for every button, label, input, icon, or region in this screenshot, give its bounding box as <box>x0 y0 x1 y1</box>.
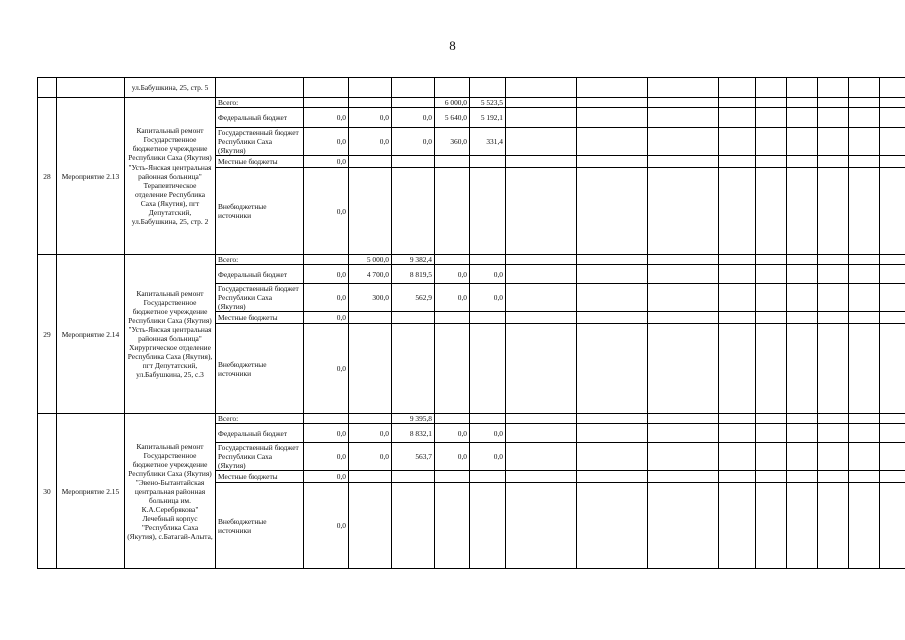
empty-cell <box>719 471 756 483</box>
value-cell <box>392 483 435 569</box>
value-cell: 0,0 <box>470 424 506 443</box>
empty-cell <box>577 443 648 471</box>
value-cell: 0,0 <box>349 443 392 471</box>
value-cell: 360,0 <box>435 128 470 156</box>
value-cell <box>304 98 349 108</box>
value-cell <box>392 156 435 168</box>
value-cell: 0,0 <box>304 471 349 483</box>
budget-table <box>37 77 905 569</box>
empty-cell <box>577 324 648 414</box>
row-number-cell <box>38 78 57 98</box>
empty-cell <box>818 414 849 424</box>
empty-cell <box>756 324 787 414</box>
empty-cell <box>648 424 719 443</box>
value-cell <box>349 471 392 483</box>
empty-cell <box>787 168 818 255</box>
value-cell: 0,0 <box>304 284 349 312</box>
row-number-cell: 30 <box>38 414 57 569</box>
value-cell: 562,9 <box>392 284 435 312</box>
empty-cell <box>756 255 787 265</box>
table-row <box>38 255 905 265</box>
empty-cell <box>880 324 905 414</box>
funding-source-label: Федеральный бюджет <box>216 265 304 284</box>
description-cell: Капитальный ремонт Государственное бюджетное учреждение Республики Саха (Якутия) "Усть-Янская центральная районная больница" Хирургическое отделение Республика Саха (Якутия), пгт Депутатский, ул.Бабушкина, 25, с.3 <box>125 255 216 414</box>
empty-cell <box>818 471 849 483</box>
empty-cell <box>392 78 435 98</box>
empty-cell <box>506 128 577 156</box>
value-cell: 5 640,0 <box>435 108 470 128</box>
value-cell: 0,0 <box>470 265 506 284</box>
value-cell <box>392 312 435 324</box>
empty-cell <box>506 483 577 569</box>
value-cell <box>349 414 392 424</box>
funding-source-label: Внебюджетные источники <box>216 324 304 414</box>
empty-cell <box>216 78 304 98</box>
empty-cell <box>506 108 577 128</box>
empty-cell <box>849 471 880 483</box>
empty-cell <box>719 128 756 156</box>
value-cell: 0,0 <box>304 156 349 168</box>
empty-cell <box>719 255 756 265</box>
value-cell <box>435 168 470 255</box>
empty-cell <box>849 98 880 108</box>
empty-cell <box>756 424 787 443</box>
empty-cell <box>818 128 849 156</box>
value-cell: 8 832,1 <box>392 424 435 443</box>
value-cell <box>470 414 506 424</box>
empty-cell <box>880 471 905 483</box>
empty-cell <box>880 168 905 255</box>
empty-cell <box>506 414 577 424</box>
table-row <box>38 414 905 424</box>
empty-cell <box>719 156 756 168</box>
funding-source-label: Всего: <box>216 255 304 265</box>
empty-cell <box>648 265 719 284</box>
funding-source-label: Государственный бюджет Республики Саха (Якутия) <box>216 128 304 156</box>
value-cell <box>470 156 506 168</box>
empty-cell <box>849 78 880 98</box>
empty-cell <box>818 312 849 324</box>
empty-cell <box>818 98 849 108</box>
empty-cell <box>849 414 880 424</box>
value-cell: 6 000,0 <box>435 98 470 108</box>
empty-cell <box>787 78 818 98</box>
empty-cell <box>787 128 818 156</box>
empty-cell <box>787 265 818 284</box>
empty-cell <box>849 128 880 156</box>
funding-source-label: Федеральный бюджет <box>216 424 304 443</box>
value-cell: 0,0 <box>304 168 349 255</box>
value-cell <box>349 156 392 168</box>
empty-cell <box>818 443 849 471</box>
empty-cell <box>756 414 787 424</box>
empty-cell <box>787 312 818 324</box>
empty-cell <box>756 98 787 108</box>
empty-cell <box>648 324 719 414</box>
empty-cell <box>849 483 880 569</box>
funding-source-label: Государственный бюджет Республики Саха (Якутия) <box>216 443 304 471</box>
value-cell: 0,0 <box>349 128 392 156</box>
value-cell: 0,0 <box>392 128 435 156</box>
empty-cell <box>849 443 880 471</box>
empty-cell <box>787 424 818 443</box>
empty-cell <box>577 483 648 569</box>
empty-cell <box>506 424 577 443</box>
value-cell <box>435 156 470 168</box>
empty-cell <box>577 312 648 324</box>
empty-cell <box>849 324 880 414</box>
empty-cell <box>880 156 905 168</box>
empty-cell <box>818 168 849 255</box>
empty-cell <box>719 284 756 312</box>
empty-cell <box>577 284 648 312</box>
value-cell: 5 192,1 <box>470 108 506 128</box>
empty-cell <box>506 255 577 265</box>
description-cell: Капитальный ремонт Государственное бюджетное учреждение Республики Саха (Якутия) "Усть-Янская центральная районная больница" Терапевтическое отделение Республика Саха (Якутия), пгт Депутатский, ул.Бабушкина, 25, стр. 2 <box>125 98 216 255</box>
table-row <box>38 98 905 108</box>
empty-cell <box>506 98 577 108</box>
empty-cell <box>880 78 905 98</box>
empty-cell <box>849 312 880 324</box>
value-cell: 4 700,0 <box>349 265 392 284</box>
value-cell <box>392 168 435 255</box>
empty-cell <box>719 424 756 443</box>
empty-cell <box>880 414 905 424</box>
value-cell <box>349 98 392 108</box>
empty-cell <box>787 483 818 569</box>
empty-cell <box>577 128 648 156</box>
empty-cell <box>304 78 349 98</box>
value-cell: 0,0 <box>304 265 349 284</box>
value-cell: 0,0 <box>304 483 349 569</box>
empty-cell <box>880 284 905 312</box>
row-number-cell: 29 <box>38 255 57 414</box>
empty-cell <box>506 265 577 284</box>
empty-cell <box>719 108 756 128</box>
empty-cell <box>506 78 577 98</box>
empty-cell <box>648 414 719 424</box>
empty-cell <box>719 78 756 98</box>
empty-cell <box>818 483 849 569</box>
empty-cell <box>756 483 787 569</box>
empty-cell <box>849 284 880 312</box>
empty-cell <box>577 265 648 284</box>
empty-cell <box>787 98 818 108</box>
value-cell: 0,0 <box>304 108 349 128</box>
empty-cell <box>756 284 787 312</box>
empty-cell <box>756 312 787 324</box>
empty-cell <box>849 255 880 265</box>
value-cell <box>392 98 435 108</box>
empty-cell <box>648 284 719 312</box>
empty-cell <box>787 108 818 128</box>
empty-cell <box>349 78 392 98</box>
empty-cell <box>506 284 577 312</box>
value-cell <box>304 414 349 424</box>
empty-cell <box>719 168 756 255</box>
empty-cell <box>849 156 880 168</box>
description-cell: ул.Бабушкина, 25, стр. 5 <box>125 78 216 98</box>
value-cell <box>435 483 470 569</box>
empty-cell <box>787 284 818 312</box>
value-cell: 0,0 <box>349 424 392 443</box>
empty-cell <box>787 324 818 414</box>
empty-cell <box>577 255 648 265</box>
empty-cell <box>818 424 849 443</box>
empty-cell <box>880 255 905 265</box>
empty-cell <box>648 98 719 108</box>
value-cell: 5 000,0 <box>349 255 392 265</box>
empty-cell <box>880 108 905 128</box>
value-cell: 0,0 <box>435 284 470 312</box>
value-cell <box>470 255 506 265</box>
value-cell: 300,0 <box>349 284 392 312</box>
value-cell <box>435 312 470 324</box>
page-number: 8 <box>449 38 456 53</box>
value-cell: 0,0 <box>435 265 470 284</box>
empty-cell <box>787 414 818 424</box>
empty-cell <box>756 443 787 471</box>
empty-cell <box>756 471 787 483</box>
funding-source-label: Всего: <box>216 414 304 424</box>
funding-source-label: Местные бюджеты <box>216 471 304 483</box>
row-number-cell: 28 <box>38 98 57 255</box>
value-cell: 0,0 <box>304 443 349 471</box>
empty-cell <box>648 483 719 569</box>
event-cell: Мероприятие 2.15 <box>57 414 125 569</box>
funding-source-label: Местные бюджеты <box>216 312 304 324</box>
value-cell <box>304 255 349 265</box>
value-cell: 8 819,5 <box>392 265 435 284</box>
empty-cell <box>506 312 577 324</box>
empty-cell <box>818 108 849 128</box>
empty-cell <box>849 424 880 443</box>
empty-cell <box>648 168 719 255</box>
empty-cell <box>849 108 880 128</box>
value-cell <box>470 471 506 483</box>
empty-cell <box>880 443 905 471</box>
value-cell: 0,0 <box>435 443 470 471</box>
value-cell <box>435 471 470 483</box>
empty-cell <box>435 78 470 98</box>
empty-cell <box>756 265 787 284</box>
empty-cell <box>849 168 880 255</box>
table-body <box>38 78 905 569</box>
empty-cell <box>506 168 577 255</box>
table-row <box>38 78 905 98</box>
value-cell: 331,4 <box>470 128 506 156</box>
event-cell: Мероприятие 2.14 <box>57 255 125 414</box>
value-cell: 0,0 <box>304 312 349 324</box>
value-cell: 0,0 <box>470 284 506 312</box>
value-cell: 0,0 <box>392 108 435 128</box>
empty-cell <box>756 78 787 98</box>
value-cell: 0,0 <box>304 128 349 156</box>
value-cell <box>392 324 435 414</box>
value-cell <box>392 471 435 483</box>
value-cell <box>435 414 470 424</box>
empty-cell <box>577 414 648 424</box>
value-cell: 9 382,4 <box>392 255 435 265</box>
value-cell <box>470 312 506 324</box>
empty-cell <box>648 128 719 156</box>
empty-cell <box>577 168 648 255</box>
empty-cell <box>648 255 719 265</box>
empty-cell <box>818 284 849 312</box>
empty-cell <box>756 156 787 168</box>
value-cell: 0,0 <box>304 424 349 443</box>
value-cell: 5 523,5 <box>470 98 506 108</box>
empty-cell <box>577 471 648 483</box>
empty-cell <box>756 128 787 156</box>
empty-cell <box>506 443 577 471</box>
funding-source-label: Внебюджетные источники <box>216 168 304 255</box>
value-cell: 9 395,8 <box>392 414 435 424</box>
empty-cell <box>719 443 756 471</box>
value-cell: 563,7 <box>392 443 435 471</box>
empty-cell <box>506 471 577 483</box>
empty-cell <box>787 255 818 265</box>
empty-cell <box>719 265 756 284</box>
value-cell: 0,0 <box>435 424 470 443</box>
empty-cell <box>577 78 648 98</box>
empty-cell <box>880 312 905 324</box>
value-cell <box>349 168 392 255</box>
empty-cell <box>470 78 506 98</box>
empty-cell <box>648 471 719 483</box>
empty-cell <box>719 312 756 324</box>
empty-cell <box>818 255 849 265</box>
value-cell <box>470 168 506 255</box>
empty-cell <box>818 78 849 98</box>
description-cell: Капитальный ремонт Государственное бюджетное учреждение Республики Саха (Якутия) "Эвено-Бытантайская центральная районная больница им. К.А.Серебрякова" Лечебный корпус "Республика Саха (Якутия), с.Батагай-Алыта, <box>125 414 216 569</box>
event-cell: Мероприятие 2.13 <box>57 98 125 255</box>
empty-cell <box>787 443 818 471</box>
empty-cell <box>880 424 905 443</box>
empty-cell <box>577 98 648 108</box>
empty-cell <box>577 156 648 168</box>
empty-cell <box>787 156 818 168</box>
event-cell <box>57 78 125 98</box>
empty-cell <box>719 98 756 108</box>
value-cell <box>435 324 470 414</box>
empty-cell <box>818 265 849 284</box>
value-cell <box>470 324 506 414</box>
funding-source-label: Внебюджетные источники <box>216 483 304 569</box>
funding-source-label: Федеральный бюджет <box>216 108 304 128</box>
empty-cell <box>577 424 648 443</box>
empty-cell <box>577 108 648 128</box>
value-cell <box>470 483 506 569</box>
empty-cell <box>880 98 905 108</box>
value-cell: 0,0 <box>470 443 506 471</box>
empty-cell <box>506 324 577 414</box>
empty-cell <box>880 483 905 569</box>
value-cell <box>435 255 470 265</box>
value-cell <box>349 483 392 569</box>
value-cell: 0,0 <box>304 324 349 414</box>
value-cell: 0,0 <box>349 108 392 128</box>
empty-cell <box>648 312 719 324</box>
empty-cell <box>719 414 756 424</box>
funding-source-label: Местные бюджеты <box>216 156 304 168</box>
funding-source-label: Всего: <box>216 98 304 108</box>
empty-cell <box>787 471 818 483</box>
empty-cell <box>756 108 787 128</box>
empty-cell <box>756 168 787 255</box>
empty-cell <box>849 265 880 284</box>
empty-cell <box>648 156 719 168</box>
empty-cell <box>648 108 719 128</box>
funding-source-label: Государственный бюджет Республики Саха (Якутия) <box>216 284 304 312</box>
empty-cell <box>880 265 905 284</box>
empty-cell <box>719 324 756 414</box>
empty-cell <box>506 156 577 168</box>
empty-cell <box>719 483 756 569</box>
value-cell <box>349 324 392 414</box>
empty-cell <box>880 128 905 156</box>
empty-cell <box>818 156 849 168</box>
empty-cell <box>648 443 719 471</box>
empty-cell <box>648 78 719 98</box>
empty-cell <box>818 324 849 414</box>
value-cell <box>349 312 392 324</box>
